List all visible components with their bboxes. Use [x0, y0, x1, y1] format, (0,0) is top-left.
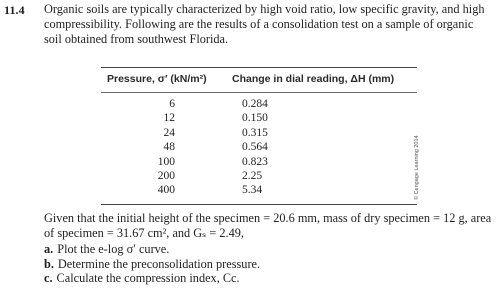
dial-cell: 0.284	[242, 98, 268, 110]
part-b	[44, 257, 494, 272]
table-row	[101, 140, 417, 154]
part-label: c.	[44, 271, 53, 285]
dial-cell: 0.315	[242, 126, 268, 139]
pressure-cell: 6	[169, 98, 175, 110]
part-text: Determine the preconsolidation pressure.	[57, 256, 261, 271]
pressure-cell: 100	[157, 155, 175, 168]
table-row	[101, 169, 417, 183]
pressure-cell: 200	[157, 169, 175, 182]
dial-cell: 0.150	[242, 112, 268, 125]
pressure-cell: 24	[163, 126, 175, 139]
part-label: b.	[44, 256, 54, 271]
table-body	[101, 97, 417, 198]
pressure-cell: 48	[163, 141, 175, 154]
part-text: Calculate the compression index, Cc.	[56, 271, 240, 285]
problem-statement: Organic soils are typically characterized by high void ratio, low specific gravity, and high compressibility. Following are the results of a consolidation test on a sample of organic soil obtained from southwest Florida.	[44, 2, 485, 46]
part-text: Plot the e-log σ′ curve.	[57, 242, 170, 256]
pressure-cell: 12	[163, 112, 175, 125]
given-data: Given that the initial height of the specimen = 20.6 mm, mass of dry specimen = 12 g, area of specimen = 31.67 cm², and Gₛ = 2.49,	[44, 211, 492, 240]
table-row	[101, 111, 417, 125]
table-bottom-rule	[101, 204, 417, 205]
question-parts	[44, 242, 494, 286]
table-header-rule	[101, 92, 417, 93]
copyright-credit: © Cengage Learning 2014	[414, 135, 420, 200]
dial-cell: 0.564	[242, 141, 268, 154]
table-row	[101, 126, 417, 140]
table-top-rule	[101, 67, 417, 68]
dial-cell: 0.823	[242, 155, 268, 168]
part-label: a.	[44, 242, 54, 256]
part-a	[44, 242, 494, 257]
dial-cell: 5.34	[242, 184, 263, 197]
table-row	[101, 97, 417, 111]
problem-number: 11.4	[4, 3, 25, 17]
table-row	[101, 155, 417, 169]
dial-cell: 2.25	[242, 169, 263, 182]
header-pressure: Pressure, σ′ (kN/m²)	[107, 73, 207, 85]
table-header	[101, 73, 417, 92]
part-c	[44, 271, 494, 286]
header-dial-change: Change in dial reading, ΔH (mm)	[232, 73, 395, 85]
table-row	[101, 183, 417, 197]
pressure-cell: 400	[157, 184, 175, 197]
